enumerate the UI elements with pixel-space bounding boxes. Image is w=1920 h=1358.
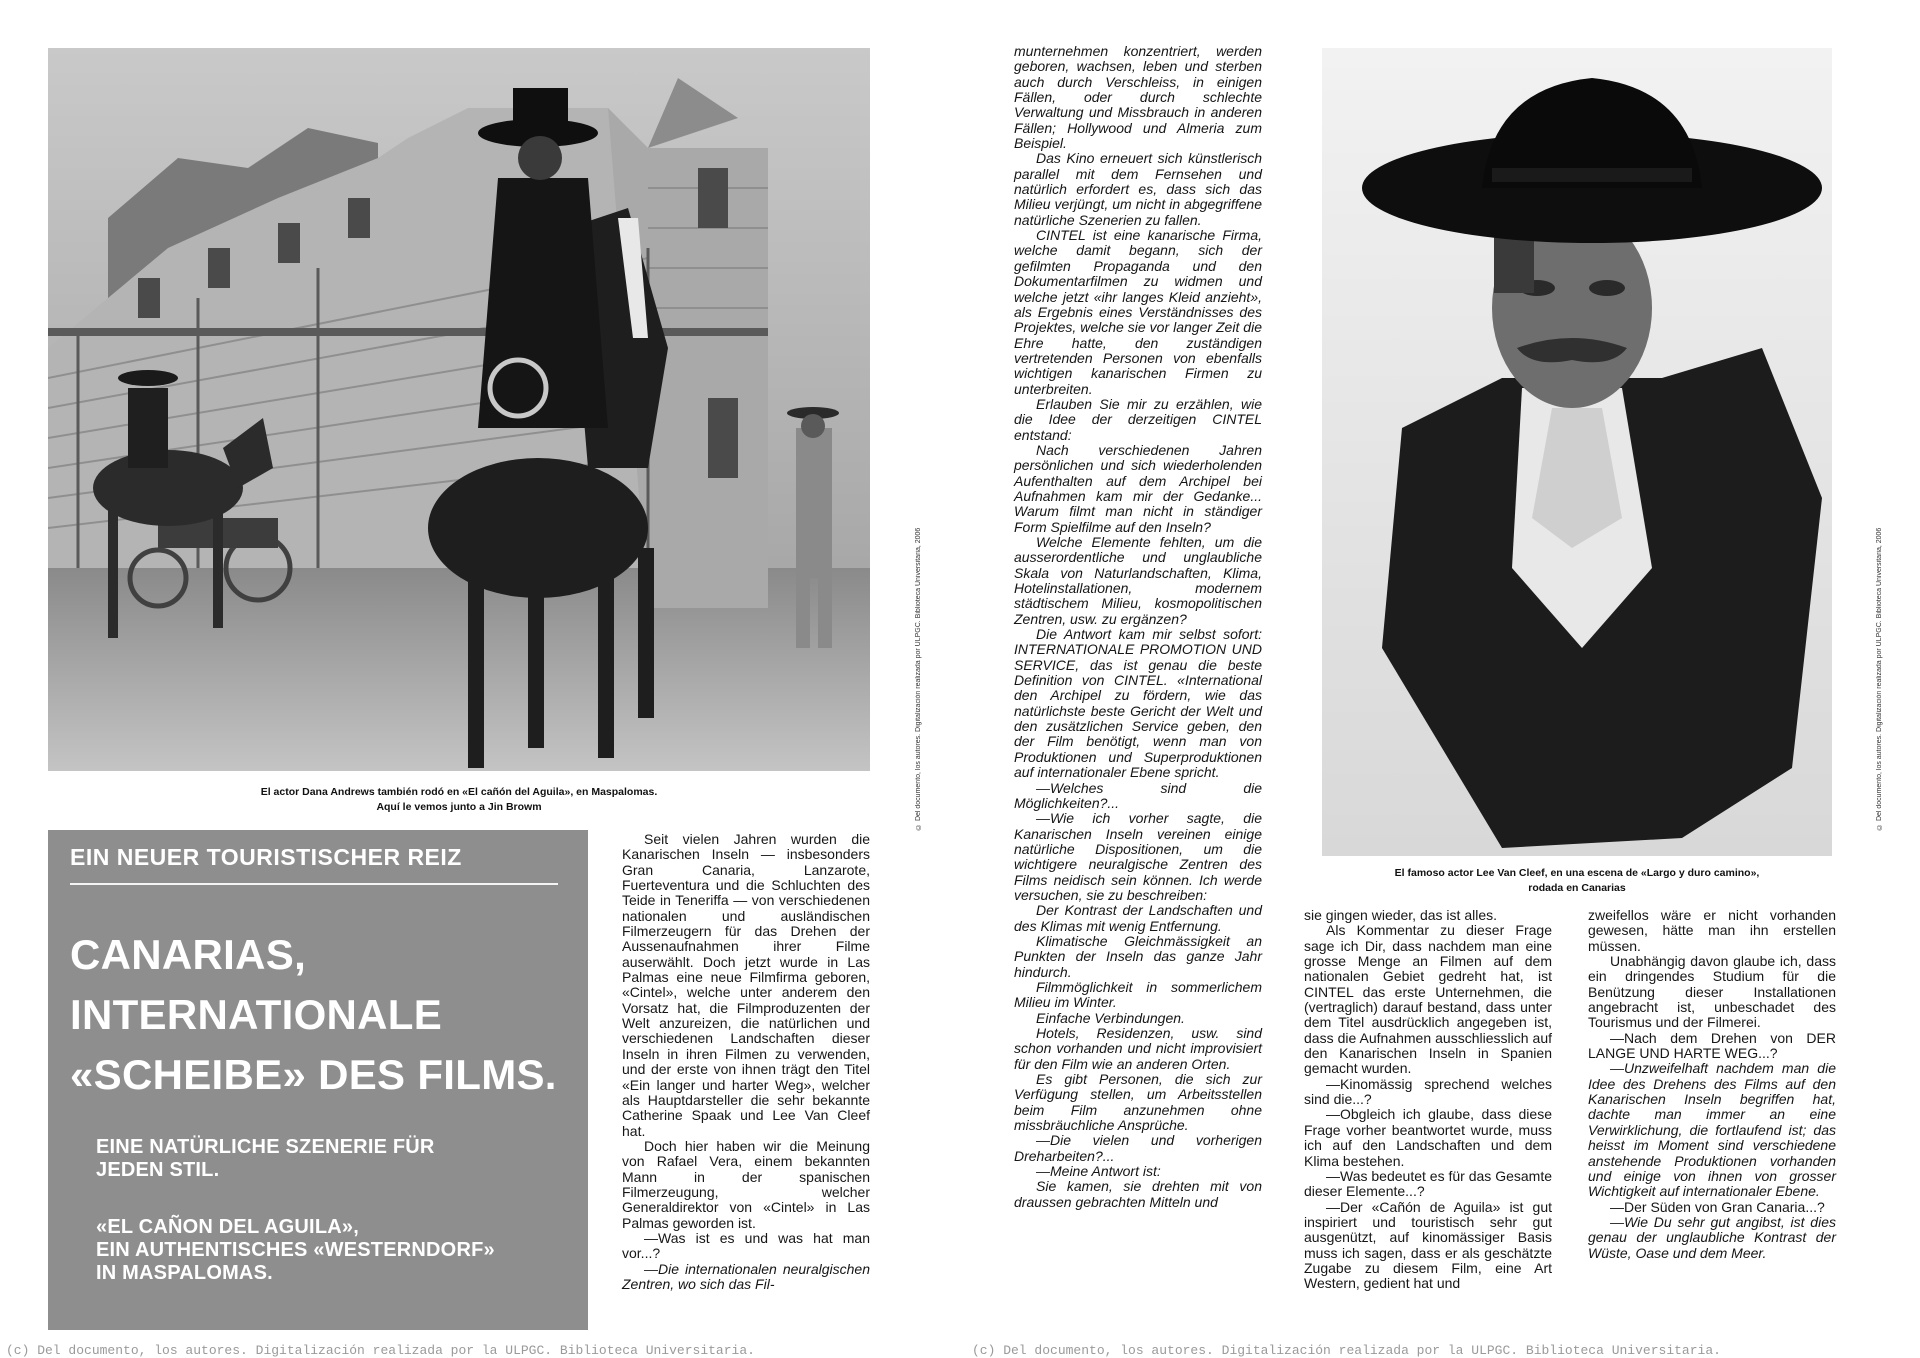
paragraph: CINTEL ist eine kanarische Firma, welche damit begann, sich der gefilmten Propaganda und den Dokumentarfilmen zu widmen und welche jetzt «ihr langes Kleid anzieht», als Ergebnis eines Verständnisses des Projektes, welche sie vor langer Zeit die Ehre hatte, den zuständigen vertretenden Personen von ebenfalls wichtigen kanarischen Firmen zu unterbreiten.: [1014, 227, 1262, 397]
subhead-2-line-b: EIN AUTHENTISCHES «WESTERNDORF»: [96, 1239, 495, 1261]
subhead-1-line-a: EINE NATÜRLICHE SZENERIE FÜR: [96, 1136, 435, 1158]
kicker: EIN NEUER TOURISTISCHER REIZ: [70, 844, 462, 870]
paragraph: Nach verschiedenen Jahren persönlichen und sich wiederholenden Aufenthalten auf dem Archipel bei Aufnahmen kam mir der Gedanke... Warum filmt man nicht in ständiger Form Spielfilme auf den Inseln?: [1014, 441, 1262, 535]
paragraph: —Der «Cañón de Aguila» ist gut inspiriert und touristisch sehr gut ausgenützt, auf kinomässiger Basis muss ich sagen, dass er als geschätzte Zugabe zu diesem Film, eine Art Western, gedient hat und: [1304, 1198, 1552, 1292]
paragraph: —Die vielen und vorherigen Dreharbeiten?...: [1014, 1132, 1262, 1164]
paragraph: —Obgleich ich glaube, dass diese Frage vorher beantwortet wurde, muss ich auf den Landschaften und dem Klima bestehen.: [1304, 1106, 1552, 1169]
paragraph: Erlauben Sie mir zu erzählen, wie die Idee der derzeitigen CINTEL entstand:: [1014, 395, 1262, 443]
right-footer: (c) Del documento, los autores. Digitalización realizada por la ULPGC. Biblioteca Universitaria.: [972, 1343, 1721, 1358]
lee-van-cleef-photo: [1322, 48, 1832, 856]
paragraph: Unabhängig davon glaube ich, dass ein dringendes Studium für die Benützung dieser Installationen angebracht ist, unbeschadet des Tourismus und der Filmerei.: [1588, 953, 1836, 1031]
left-footer: (c) Del documento, los autores. Digitalización realizada por la ULPGC. Biblioteca Universitaria.: [6, 1343, 755, 1358]
paragraph: —Was bedeutet es für das Gesamte dieser Elemente...?: [1304, 1167, 1552, 1200]
subhead-1: [96, 1136, 435, 1182]
paragraph: Die Antwort kam mir selbst sofort: INTERNATIONALE PROMOTION UND SERVICE, das ist genau die beste Definition von CINTEL. «International den Archipel zu fördern, wie das natürlichste beste Gericht der Welt und den zusätzlichen Service geben, den der Film benötigt, wenn man von Produktionen und Superproduktionen auf internationaler Ebene spricht.: [1014, 626, 1262, 781]
paragraph: Sie kamen, sie drehten mit von draussen gebrachten Mitteln und: [1014, 1178, 1262, 1210]
headline-line-3: «SCHEIBE» DES FILMS.: [70, 1051, 557, 1098]
paragraph: munternehmen konzentriert, werden geboren, wachsen, leben und sterben auch durch Verschleiss, in einigen Fällen, oder durch schlechte Verwaltung und Missbrauch in anderen Fällen; Hollywood und Almeria zum Beispiel.: [1014, 43, 1262, 152]
paragraph: —Kinomässig sprechend welches sind die...?: [1304, 1075, 1552, 1108]
paragraph: Welche Elemente fehlten, um die ausserordentliche und unglaubliche Skala von Naturlandschaften, Klima, Hotelinstallationen, modernem städtischem Milieu, kosmopolitischen Zentren, usw. zu ergänzen?: [1014, 534, 1262, 627]
paragraph: Klimatische Gleichmässigkeit an Punkten der Inseln das ganze Jahr hindurch.: [1014, 932, 1262, 980]
kicker-divider: [70, 883, 558, 885]
paragraph: Der Kontrast der Landschaften und des Klimas mit wenig Entfernung.: [1014, 902, 1262, 934]
paragraph: —Wie Du sehr gut angibst, ist dies genau der unglaubliche Kontrast der Wüste, Oase und dem Meer.: [1588, 1213, 1836, 1261]
right-side-credit: © Del documento, los autores. Digitalización realizada por ULPGC. Biblioteca Universitaria, 2006: [1876, 527, 1883, 830]
paragraph: sie gingen wieder, das ist alles.: [1304, 907, 1497, 923]
paragraph: —Wie ich vorher sagte, die Kanarischen Inseln vereinen einige natürliche Dispositionen, um die wichtigere neuralgische Zentren des Films neidisch sein können. Ich werde versuchen, sie zu beschreiben:: [1014, 810, 1262, 903]
paragraph: Seit vielen Jahren wurden die Kanarischen Inseln — insbesonders Gran Canaria, Lanzarote, Fuerteventura und die Schluchten des Teide in Teneriffa — von verschiedenen nationalen und ausländischen Filmerzeugern für das Drehen der Aussenaufnahmen ihrer Filme auserwählt. Doch jetzt wurde in Las Palmas eine neue Filmfirma geboren, «Cintel», welche unter anderem den Vorsatz hat, die Filmproduzenten der Welt anzureizen, die natürlichen und verschiedenen Landschaften dieser Inseln in ihren Filmen zu verwenden, und der erste von ihnen trägt den Titel «Ein langer und harter Weg», welcher als Hauptdarsteller die sehr bekannte Catherine Spaak und Lee Van Cleef hat.: [622, 831, 870, 1139]
paragraph: —Die internationalen neuralgischen Zentren, wo sich das Fil-: [622, 1260, 870, 1292]
western-town-photo: [48, 48, 870, 771]
subhead-2-line-a: «EL CAÑON DEL AGUILA»,: [96, 1216, 359, 1238]
paragraph: —Meine Antwort ist:: [1036, 1163, 1161, 1180]
paragraph: —Unzweifelhaft nachdem man die Idee des Drehens des Films auf den Kanarischen Inseln begriffen hat, dachte man immer an eine Verwirklichung, die fortlaufend ist; das heisst im Moment sind verschiedene anstehende Produktionen vorhanden und einige von ihnen von grosser Wichtigkeit auf internationaler Ebene.: [1588, 1060, 1836, 1200]
right-caption-line-2: rodada en Canarias: [1528, 882, 1626, 894]
subhead-2-line-c: IN MASPALOMAS.: [96, 1262, 273, 1284]
headline-line-1: CANARIAS,: [70, 931, 307, 978]
headline: [70, 925, 590, 1105]
right-photo-caption: [1322, 866, 1832, 896]
paragraph: —Welches sind die Möglichkeiten?...: [1014, 779, 1262, 811]
paragraph: —Was ist es und was hat man vor...?: [622, 1229, 870, 1262]
left-caption-line-2: Aquí le vemos junto a Jin Browm: [376, 801, 542, 813]
paragraph: Einfache Verbindungen.: [1036, 1009, 1185, 1026]
subhead-2: [96, 1216, 495, 1285]
paragraph: Das Kino erneuert sich künstlerisch parallel mit dem Fernsehen und natürlich erfordert es, dass sich das Milieu verjüngt, um nicht in abgegriffene natürliche Szenerien zu fallen.: [1014, 150, 1262, 228]
paragraph: Hotels, Residenzen, usw. sind schon vorhanden und nicht improvisiert für den Film wie an anderen Orten.: [1014, 1025, 1262, 1072]
western-town-illustration: [48, 48, 870, 771]
portrait-illustration: [1322, 48, 1832, 856]
paragraph: zweifellos wäre er nicht vorhanden gewesen, hätte man ihn erstellen müssen.: [1588, 907, 1836, 954]
paragraph: Als Kommentar zu dieser Frage sage ich Dir, dass nachdem man eine grosse Menge an Filmen auf dem nationalen Gebiet gedreht hat, ist CINTEL das erste Unternehmen, die (vertraglich) darauf bestand, dass unter dem Titel ausdrücklich angegeben ist, dass die Aufnahmen ausschliesslich auf den Kanarischen Inseln in Spanien gemacht wurden.: [1304, 922, 1552, 1077]
subhead-1-line-b: JEDEN STIL.: [96, 1159, 220, 1181]
right-caption-line-1: El famoso actor Lee Van Cleef, en una escena de «Largo y duro camino»,: [1394, 867, 1760, 879]
headline-line-2: INTERNATIONALE: [70, 991, 443, 1038]
right-page-column-2: [1304, 908, 1552, 1292]
paragraph: Es gibt Personen, die sich zur Verfügung stellen, um Arbeitsstellen beim Film anzunehmen ohne missbräuchliche Ansprüche.: [1014, 1071, 1262, 1134]
paragraph: Doch hier haben wir die Meinung von Rafael Vera, einem bekannten Mann in der spanischen Filmerzeugung, welcher Generaldirektor von «Cintel» in Las Palmas geworden ist.: [622, 1137, 870, 1231]
paragraph: Filmmöglichkeit in sommerlichem Milieu im Winter.: [1014, 978, 1262, 1011]
paragraph: —Nach dem Drehen von DER LANGE UND HARTE WEG...?: [1588, 1029, 1836, 1062]
right-page-column-3: [1588, 908, 1836, 1261]
left-photo-caption: [48, 785, 870, 815]
paragraph: —Der Süden von Gran Canaria...?: [1610, 1198, 1825, 1215]
left-caption-line-1: El actor Dana Andrews también rodó en «El cañón del Aguila», en Maspalomas.: [260, 786, 658, 798]
left-page-column: [622, 832, 870, 1292]
article-title-box: [48, 830, 588, 1330]
right-page-column-1: [1014, 44, 1262, 1210]
left-side-credit: © Del documento, los autores. Digitalización realizada por ULPGC. Biblioteca Universitaria, 2006: [915, 527, 922, 830]
